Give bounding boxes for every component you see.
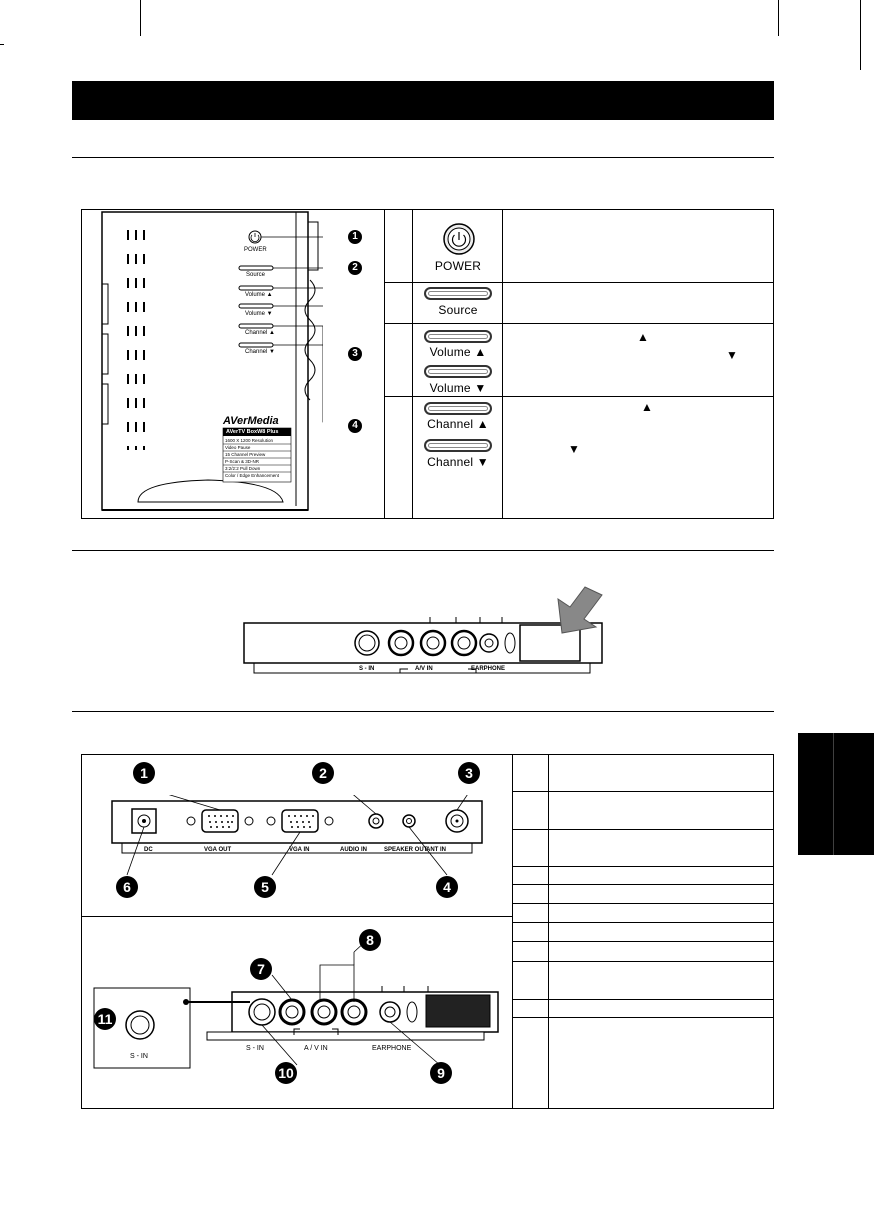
callout-11: 11 xyxy=(94,1008,116,1030)
speaker-out-label: SPEAKER OUT xyxy=(384,847,428,853)
small-source-label: Source xyxy=(246,272,266,278)
up-arrow-icon: ▲ xyxy=(637,330,649,344)
callout-1: 1 xyxy=(348,230,362,244)
callout-4: 4 xyxy=(348,419,362,433)
av-in-label: A/V IN xyxy=(415,666,433,672)
chapter-tab xyxy=(798,733,874,855)
divider xyxy=(72,711,774,712)
dc-port-label: DC xyxy=(144,847,153,853)
callout-5: 5 xyxy=(254,876,276,898)
volume-up-label: Volume ▲ xyxy=(429,345,487,359)
source-button xyxy=(424,287,492,300)
front-panel-illustration xyxy=(98,210,323,518)
callout-1: 1 xyxy=(133,762,155,784)
channel-up-button xyxy=(424,402,492,415)
divider xyxy=(72,157,774,158)
model-label: AVerTV BoxW8 Plus xyxy=(226,429,279,435)
audio-in-label: AUDIO IN xyxy=(340,847,367,853)
earphone-label: EARPHONE xyxy=(372,1045,412,1052)
down-arrow-icon: ▼ xyxy=(726,348,738,362)
small-volume-up-label: Volume ▲ xyxy=(245,292,273,298)
crop-mark xyxy=(778,0,779,36)
callout-8: 8 xyxy=(359,929,381,951)
power-button-icon xyxy=(443,223,475,255)
power-label: POWER xyxy=(434,259,482,273)
channel-down-label: Channel ▼ xyxy=(427,455,489,469)
down-arrow-icon: ▼ xyxy=(568,442,580,456)
callout-3: 3 xyxy=(458,762,480,784)
callout-2: 2 xyxy=(312,762,334,784)
channel-up-label: Channel ▲ xyxy=(427,417,489,431)
divider xyxy=(72,550,774,551)
callout-3: 3 xyxy=(348,347,362,361)
callout-10: 10 xyxy=(275,1062,297,1084)
s-in-inset-label: S - IN xyxy=(130,1053,148,1060)
callout-6: 6 xyxy=(116,876,138,898)
section-title-bar xyxy=(72,81,774,120)
av-in-label: A / V IN xyxy=(304,1045,328,1052)
channel-down-button xyxy=(424,439,492,452)
rear-panel-table xyxy=(81,754,774,1109)
feature-item: 15 Channel Preview xyxy=(225,452,266,457)
volume-down-button xyxy=(424,365,492,378)
callout-9: 9 xyxy=(430,1062,452,1084)
volume-down-label: Volume ▼ xyxy=(429,381,487,395)
crop-mark xyxy=(860,0,861,70)
vga-out-label: VGA OUT xyxy=(204,847,232,853)
volume-up-button xyxy=(424,330,492,343)
vga-in-label: VGA IN xyxy=(289,847,310,853)
feature-item: Video Pause xyxy=(225,445,251,450)
callout-2: 2 xyxy=(348,261,362,275)
s-in-label: S - IN xyxy=(246,1045,264,1052)
earphone-label: EARPHONE xyxy=(471,666,506,672)
small-channel-down-label: Channel ▼ xyxy=(245,349,275,355)
small-volume-down-label: Volume ▼ xyxy=(245,311,273,317)
small-power-label: POWER xyxy=(244,247,267,253)
source-label: Source xyxy=(438,303,478,317)
crop-mark xyxy=(0,44,4,45)
front-panel-table xyxy=(81,209,774,519)
callout-7: 7 xyxy=(250,958,272,980)
crop-mark xyxy=(140,0,141,36)
feature-item: 3:2/2:2 Pull Down xyxy=(225,466,261,471)
feature-item: Color / Edge Enhancement xyxy=(225,473,280,478)
ant-in-label: ANT IN xyxy=(426,847,446,853)
brand-logo: AVerMedia xyxy=(223,415,279,427)
small-channel-up-label: Channel ▲ xyxy=(245,330,275,336)
feature-item: P-Scan & 3D-NR xyxy=(225,459,260,464)
s-in-label: S - IN xyxy=(359,666,375,672)
up-arrow-icon: ▲ xyxy=(641,400,653,414)
callout-4: 4 xyxy=(436,876,458,898)
feature-item: 1600 X 1200 Resolution xyxy=(225,438,274,443)
